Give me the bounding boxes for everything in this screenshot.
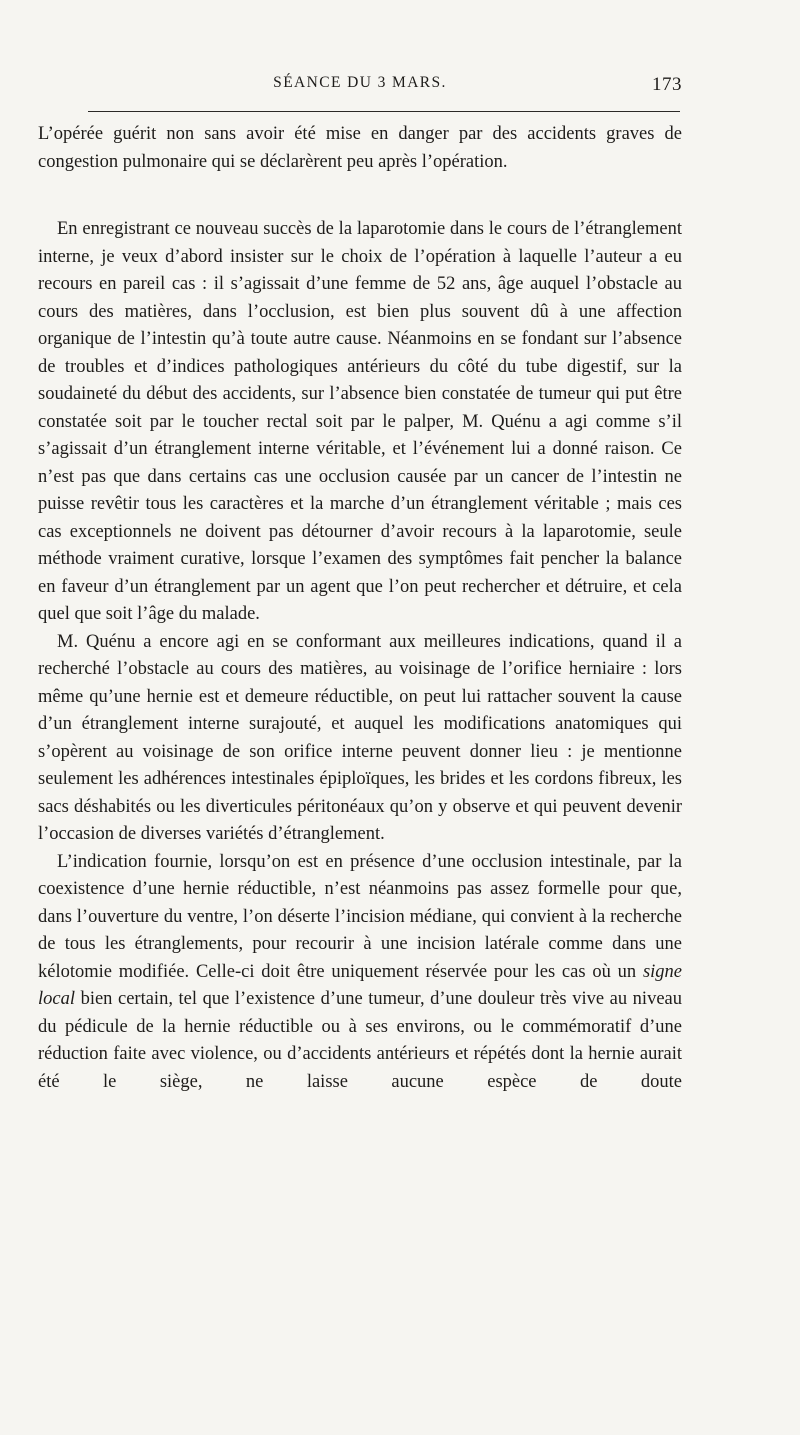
running-title: SÉANCE DU 3 MARS.	[273, 74, 447, 91]
paragraph-4-text-after: bien certain, tel que l’existence d’une tumeur, d’une douleur très vive au niveau du pédicule de la hernie réductible ou à ses environs, ou le commémoratif d’une réduction faite avec violence, ou d’accidents antérieurs et répétés dont la hernie aurait été le siège, ne laisse aucune espèce de doute	[38, 989, 682, 1092]
paragraph-1: L’opérée guérit non sans avoir été mise en danger par des accidents graves de congestion pulmonaire qui se déclarèrent peu après l’opération.	[38, 124, 682, 172]
body-text	[38, 121, 682, 1096]
page-number: 173	[652, 74, 682, 95]
paragraph-4-emphasis: signe local	[38, 961, 682, 1009]
running-head	[38, 74, 682, 100]
header-rule	[88, 111, 680, 112]
paragraph-3: M. Quénu a encore agi en se conformant aux meilleures indications, quand il a recherché l’obstacle au cours des matières, au voisinage de l’orifice herniaire : lors même qu’une hernie est et demeure réductible, on peut lui rattacher souvent la cause d’un étranglement interne surajouté, et auquel les modifications anatomiques qui s’opèrent au voisinage de son orifice interne peuvent donner lieu : je mentionne seulement les adhérences intestinales épiploïques, les brides et les cordons fibreux, les sacs déshabités ou les diverticules péritonéaux qu’on y observe et qui peuvent devenir l’occasion de diverses variétés d’étranglement.	[38, 631, 682, 844]
paragraph-4	[38, 849, 682, 1097]
paragraph-4-text-before: L’indication fournie, lorsqu’on est en présence d’une occlusion intestinale, par la coexistence d’une hernie réductible, n’est néanmoins pas assez formelle pour que, dans l’ouverture du ventre, l’on déserte l’incision médiane, qui convient à la recherche de tous les étranglements, pour recourir à une incision latérale comme dans une kélotomie modifiée. Celle-ci doit être uniquement réservée pour les cas où un	[38, 851, 682, 982]
paragraph-2: En enregistrant ce nouveau succès de la laparotomie dans le cours de l’étranglement interne, je veux d’abord insister sur le choix de l’opération à laquelle l’auteur a eu recours en pareil cas : il s’agissait d’une femme de 52 ans, âge auquel l’obstacle au cours des matières, dans l’occlusion, est bien plus souvent dû à une affection organique de l’intestin qu’à toute autre cause. Néanmoins en se fondant sur l’absence de troubles et d’indices pathologiques antérieurs du côté du tube digestif, sur la soudaineté du début des accidents, sur l’absence bien constatée de tumeur qui put être constatée soit par le toucher rectal soit par le palper, M. Quénu a agi comme s’il s’agissait d’un étranglement interne véritable, et l’événement lui a donné raison. Ce n’est pas que dans certains cas une occlusion causée par un cancer de l’intestin ne puisse revêtir tous les caractères et la marche d’un étranglement véritable ; mais ces cas exceptionnels ne doivent pas détourner d’avoir recours à la laparotomie, seule méthode vraiment curative, lorsque l’examen des symptômes fait pencher la balance en faveur d’un étranglement par un agent que l’on peut rechercher et détruire, et cela quel que soit l’âge du malade.	[38, 219, 682, 624]
